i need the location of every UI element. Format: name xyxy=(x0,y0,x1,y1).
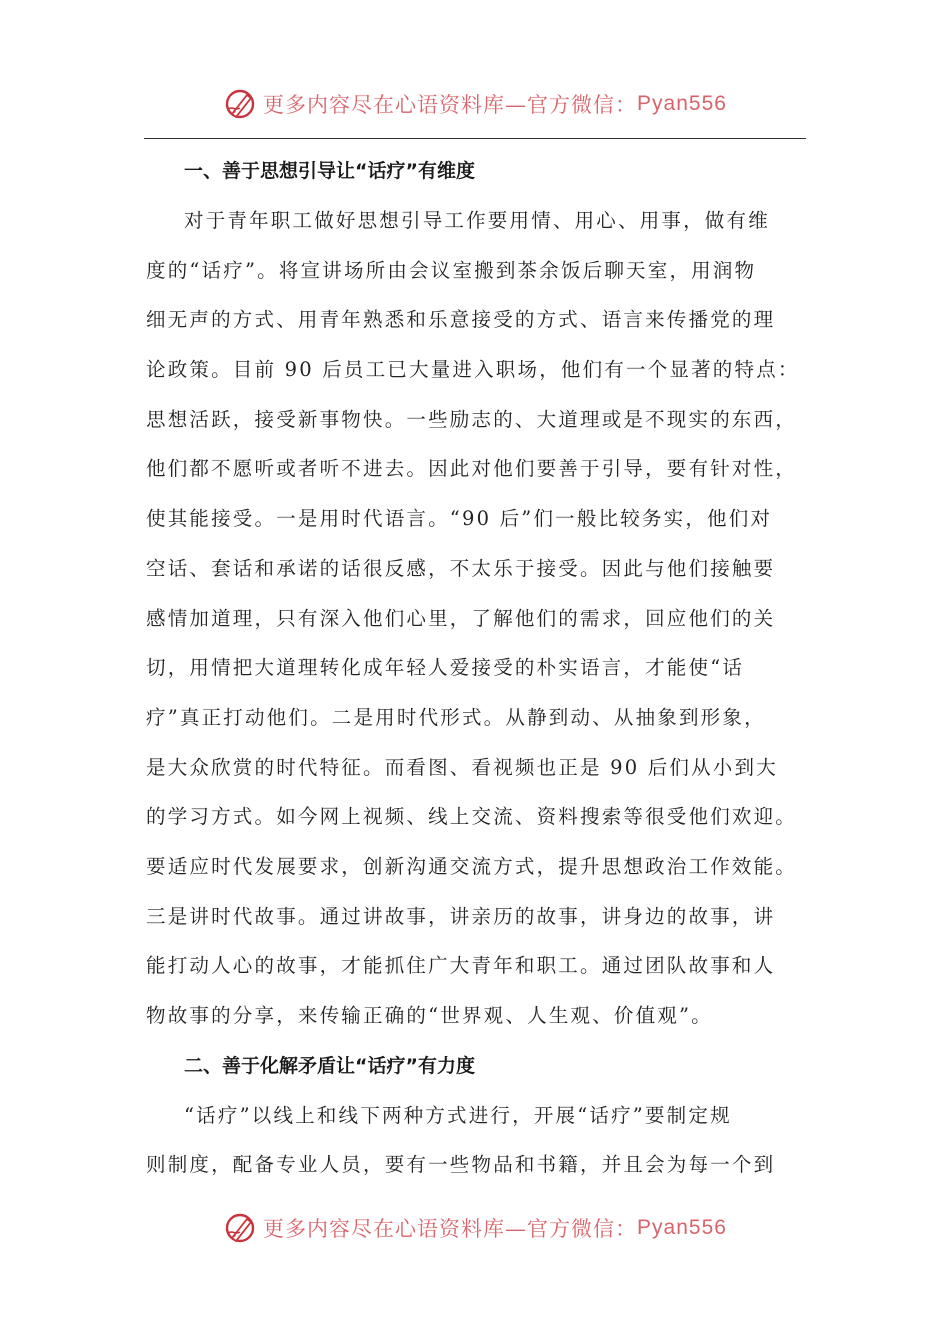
paragraph-line: 度的“话疗”。将宣讲场所由会议室搬到茶余饭后聊天室，用润物 xyxy=(146,258,757,282)
paragraph-line: 思想活跃，接受新事物快。一些励志的、大道理或是不现实的东西， xyxy=(146,407,798,431)
pen-logo-icon xyxy=(223,1211,257,1245)
paragraph-line: 要适应时代发展要求，创新沟通交流方式，提升思想政治工作效能。 xyxy=(146,854,798,878)
paragraph-line: 能打动人心的故事，才能抓住广大青年和职工。通过团队故事和人 xyxy=(146,954,776,978)
paragraph-line: 三是讲时代故事。通过讲故事，讲亲历的故事，讲身边的故事，讲 xyxy=(146,904,776,928)
paragraph-line: 物故事的分享，来传输正确的“世界观、人生观、价值观”。 xyxy=(146,1004,713,1027)
banner-text: 更多内容尽在心语资料库—官方微信： xyxy=(263,1217,638,1241)
paragraph-line: 使其能接受。一是用时代语言。“90 后”们一般比较务实，他们对 xyxy=(146,507,773,531)
banner-text: 更多内容尽在心语资料库—官方微信： xyxy=(263,93,638,117)
paragraph-line: 他们都不愿听或者听不进去。因此对他们要善于引导，要有针对性， xyxy=(146,457,798,481)
paragraph-line: 疗”真正打动他们。二是用时代形式。从静到动、从抽象到形象， xyxy=(146,705,766,729)
paragraph-line: 论政策。目前 90 后员工已大量进入职场，他们有一个显著的特点： xyxy=(146,358,800,382)
paragraph-line: 细无声的方式、用青年熟悉和乐意接受的方式、语言来传播党的理 xyxy=(146,308,776,332)
paragraph-line: 空话、套话和承诺的话很反感，不太乐于接受。因此与他们接触要 xyxy=(146,556,776,580)
paragraph-line: 对于青年职工做好思想引导工作要用情、用心、用事，做有维 xyxy=(184,209,770,232)
paragraph-line: “话疗”以线上和线下两种方式进行，开展“话疗”要制定规 xyxy=(184,1103,732,1127)
section-heading-1: 一、善于思想引导让“话疗”有维度 xyxy=(184,160,475,182)
wechat-id: Pyan556 xyxy=(637,92,727,115)
document-body xyxy=(146,146,822,1190)
paragraph-line: 的学习方式。如今网上视频、线上交流、资料搜索等很受他们欢迎。 xyxy=(146,805,798,829)
paragraph-line: 感情加道理，只有深入他们心里，了解他们的需求，回应他们的关 xyxy=(146,606,776,630)
header-divider xyxy=(144,138,806,139)
paragraph-line: 是大众欣赏的时代特征。而看图、看视频也正是 90 后们从小到大 xyxy=(146,755,778,779)
paragraph-line: 则制度，配备专业人员，要有一些物品和书籍，并且会为每一个到 xyxy=(146,1153,776,1177)
header-banner xyxy=(0,84,950,124)
pen-logo-icon xyxy=(223,87,257,121)
wechat-id: Pyan556 xyxy=(637,1216,727,1239)
paragraph-line: 切，用情把大道理转化成年轻人爱接受的朴实语言，才能使“话 xyxy=(146,656,745,680)
footer-banner xyxy=(0,1208,950,1248)
section-heading-2: 二、善于化解矛盾让“话疗”有力度 xyxy=(184,1054,475,1077)
